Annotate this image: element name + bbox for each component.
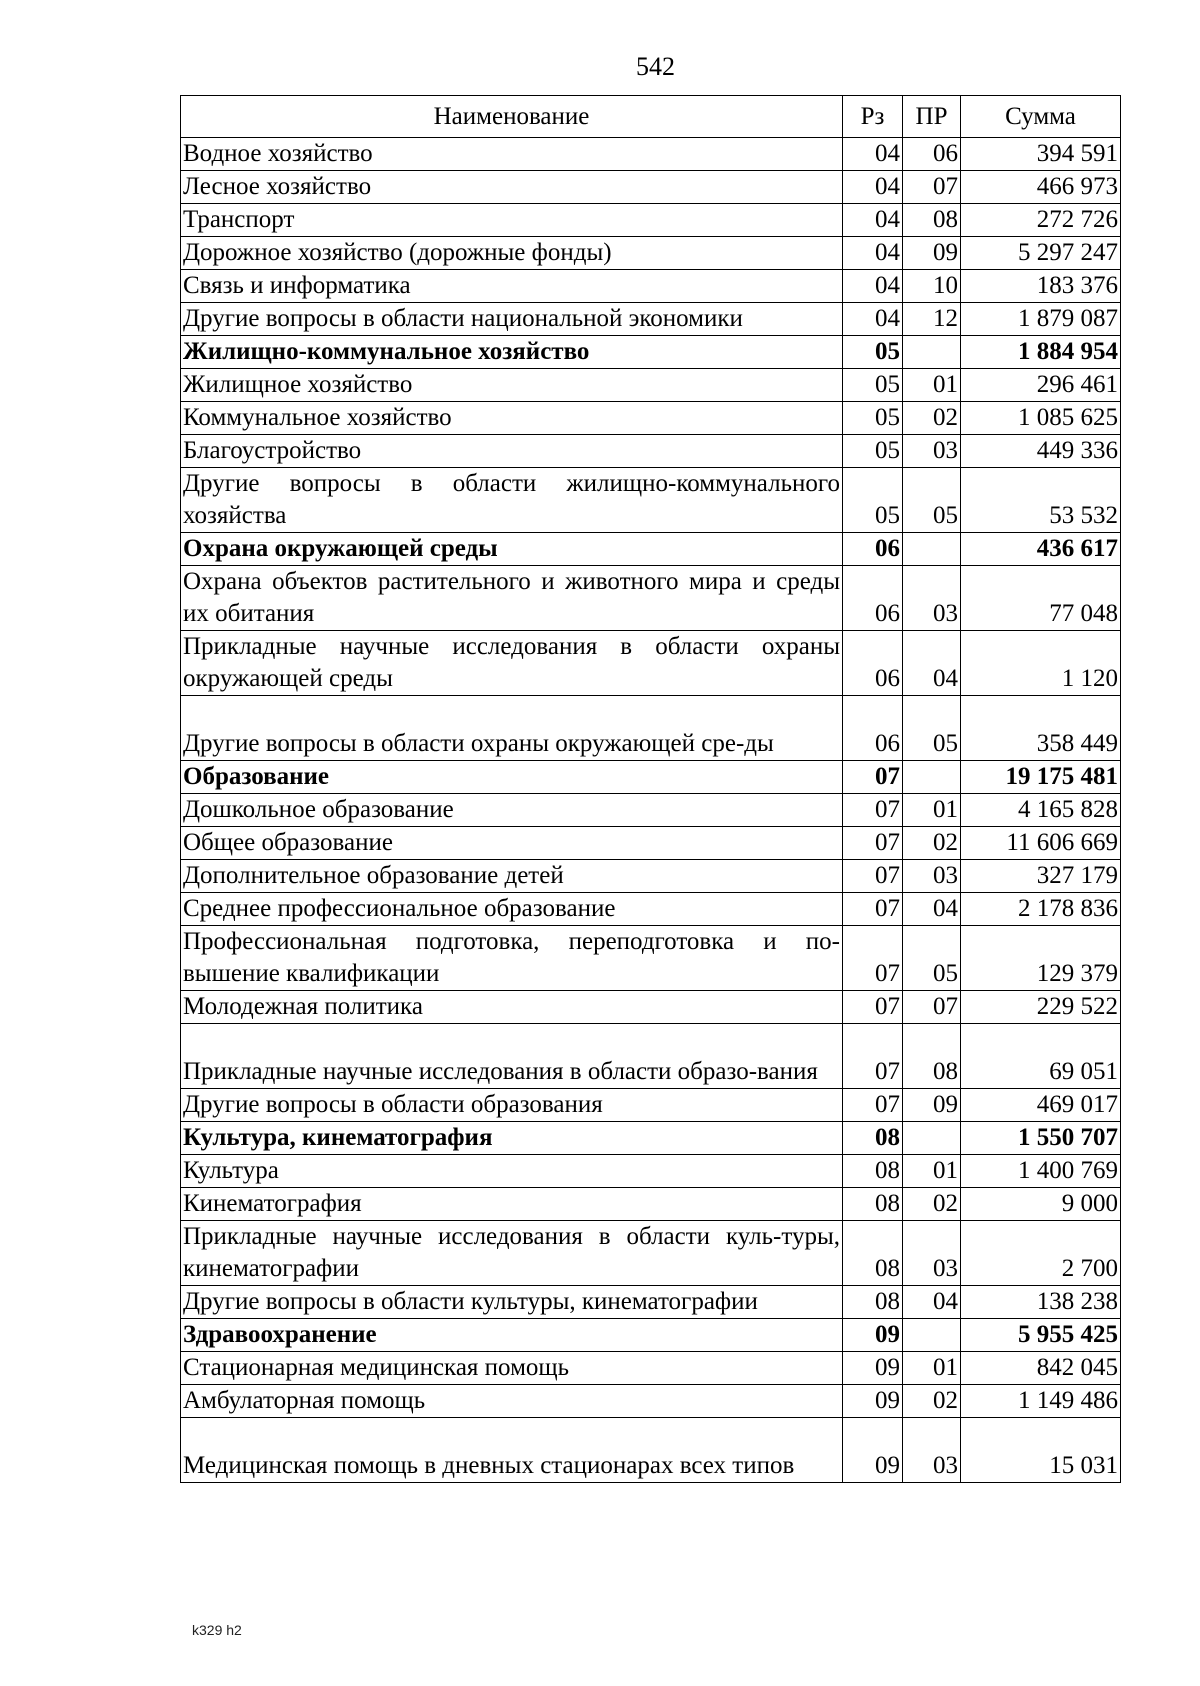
row-name: Охрана окружающей среды xyxy=(181,533,843,566)
row-sum: 1 884 954 xyxy=(961,336,1121,369)
table-row xyxy=(181,631,1121,696)
row-sum: 394 591 xyxy=(961,138,1121,171)
row-pr: 02 xyxy=(903,1385,961,1418)
table-row xyxy=(181,402,1121,435)
row-name: Водное хозяйство xyxy=(181,138,843,171)
row-name: Дошкольное образование xyxy=(181,794,843,827)
table-row xyxy=(181,138,1121,171)
row-name: Охрана объектов растительного и животного мира и среды их обитания xyxy=(181,566,843,631)
row-name: Связь и информатика xyxy=(181,270,843,303)
row-rz: 07 xyxy=(843,860,903,893)
row-sum: 272 726 xyxy=(961,204,1121,237)
row-pr xyxy=(903,1319,961,1352)
row-pr: 02 xyxy=(903,827,961,860)
page-number: 542 xyxy=(636,52,675,81)
row-pr: 03 xyxy=(903,1418,961,1483)
row-rz: 04 xyxy=(843,237,903,270)
row-sum: 1 120 xyxy=(961,631,1121,696)
row-sum: 15 031 xyxy=(961,1418,1121,1483)
row-rz: 06 xyxy=(843,696,903,761)
table-header-row xyxy=(181,96,1121,138)
row-name: Прикладные научные исследования в области куль-туры, кинематографии xyxy=(181,1221,843,1286)
budget-table xyxy=(180,95,1121,1483)
row-name: Транспорт xyxy=(181,204,843,237)
row-rz: 07 xyxy=(843,893,903,926)
row-rz: 05 xyxy=(843,369,903,402)
row-pr: 04 xyxy=(903,893,961,926)
row-pr: 06 xyxy=(903,138,961,171)
row-pr xyxy=(903,761,961,794)
row-sum: 5 297 247 xyxy=(961,237,1121,270)
row-pr: 10 xyxy=(903,270,961,303)
table-row xyxy=(181,1418,1121,1483)
row-pr: 09 xyxy=(903,1089,961,1122)
table-row xyxy=(181,893,1121,926)
row-sum: 69 051 xyxy=(961,1024,1121,1089)
row-rz: 09 xyxy=(843,1319,903,1352)
table-row xyxy=(181,1385,1121,1418)
row-name: Среднее профессиональное образование xyxy=(181,893,843,926)
table-row xyxy=(181,566,1121,631)
row-name: Кинематография xyxy=(181,1188,843,1221)
section-row xyxy=(181,1122,1121,1155)
row-rz: 07 xyxy=(843,794,903,827)
row-name: Другие вопросы в области охраны окружающей сре-ды xyxy=(181,696,843,761)
row-pr: 08 xyxy=(903,1024,961,1089)
row-pr: 05 xyxy=(903,926,961,991)
row-pr: 05 xyxy=(903,696,961,761)
row-sum: 1 550 707 xyxy=(961,1122,1121,1155)
row-name: Здравоохранение xyxy=(181,1319,843,1352)
row-pr: 07 xyxy=(903,171,961,204)
row-rz: 08 xyxy=(843,1286,903,1319)
row-rz: 04 xyxy=(843,138,903,171)
row-name: Профессиональная подготовка, переподготовка и по-вышение квалификации xyxy=(181,926,843,991)
row-rz: 09 xyxy=(843,1352,903,1385)
table-row xyxy=(181,435,1121,468)
table-row xyxy=(181,270,1121,303)
row-sum: 229 522 xyxy=(961,991,1121,1024)
row-sum: 138 238 xyxy=(961,1286,1121,1319)
row-sum: 449 336 xyxy=(961,435,1121,468)
section-row xyxy=(181,336,1121,369)
header-name: Наименование xyxy=(181,96,843,138)
row-sum: 4 165 828 xyxy=(961,794,1121,827)
row-pr: 05 xyxy=(903,468,961,533)
row-rz: 06 xyxy=(843,631,903,696)
row-sum: 842 045 xyxy=(961,1352,1121,1385)
table-row xyxy=(181,794,1121,827)
row-sum: 1 879 087 xyxy=(961,303,1121,336)
header-sum: Сумма xyxy=(961,96,1121,138)
row-sum: 436 617 xyxy=(961,533,1121,566)
row-rz: 04 xyxy=(843,270,903,303)
row-pr xyxy=(903,1122,961,1155)
row-name: Дополнительное образование детей xyxy=(181,860,843,893)
row-sum: 1 085 625 xyxy=(961,402,1121,435)
row-rz: 04 xyxy=(843,171,903,204)
row-rz: 07 xyxy=(843,1024,903,1089)
header-rz: Рз xyxy=(843,96,903,138)
row-rz: 07 xyxy=(843,926,903,991)
row-sum: 1 149 486 xyxy=(961,1385,1121,1418)
row-sum: 77 048 xyxy=(961,566,1121,631)
row-pr: 04 xyxy=(903,1286,961,1319)
row-name: Коммунальное хозяйство xyxy=(181,402,843,435)
table-row xyxy=(181,1352,1121,1385)
row-pr xyxy=(903,336,961,369)
table-row xyxy=(181,1024,1121,1089)
row-rz: 08 xyxy=(843,1122,903,1155)
row-name: Благоустройство xyxy=(181,435,843,468)
table-row xyxy=(181,303,1121,336)
footer-code: k329 h2 xyxy=(192,1622,242,1638)
row-name: Культура, кинематография xyxy=(181,1122,843,1155)
row-sum: 11 606 669 xyxy=(961,827,1121,860)
row-name: Другие вопросы в области образования xyxy=(181,1089,843,1122)
row-sum: 19 175 481 xyxy=(961,761,1121,794)
section-row xyxy=(181,1319,1121,1352)
row-name: Стационарная медицинская помощь xyxy=(181,1352,843,1385)
row-name: Другие вопросы в области жилищно-коммунального хозяйства xyxy=(181,468,843,533)
row-sum: 469 017 xyxy=(961,1089,1121,1122)
row-sum: 2 700 xyxy=(961,1221,1121,1286)
table-row xyxy=(181,1155,1121,1188)
row-name: Прикладные научные исследования в области охраны окружающей среды xyxy=(181,631,843,696)
row-rz: 05 xyxy=(843,402,903,435)
row-rz: 09 xyxy=(843,1385,903,1418)
row-pr: 01 xyxy=(903,794,961,827)
row-pr: 03 xyxy=(903,1221,961,1286)
row-pr: 08 xyxy=(903,204,961,237)
table-row xyxy=(181,696,1121,761)
row-sum: 2 178 836 xyxy=(961,893,1121,926)
row-name: Молодежная политика xyxy=(181,991,843,1024)
header-pr: ПР xyxy=(903,96,961,138)
row-pr: 03 xyxy=(903,435,961,468)
row-sum: 53 532 xyxy=(961,468,1121,533)
section-row xyxy=(181,533,1121,566)
table-row xyxy=(181,1188,1121,1221)
row-rz: 07 xyxy=(843,827,903,860)
row-name: Медицинская помощь в дневных стационарах всех типов xyxy=(181,1418,843,1483)
row-rz: 06 xyxy=(843,533,903,566)
row-rz: 08 xyxy=(843,1155,903,1188)
table-row xyxy=(181,171,1121,204)
table-row xyxy=(181,369,1121,402)
table-row xyxy=(181,860,1121,893)
row-pr: 02 xyxy=(903,402,961,435)
row-pr: 12 xyxy=(903,303,961,336)
row-name: Другие вопросы в области национальной экономики xyxy=(181,303,843,336)
row-pr: 03 xyxy=(903,566,961,631)
row-name: Образование xyxy=(181,761,843,794)
section-row xyxy=(181,761,1121,794)
table-row xyxy=(181,237,1121,270)
table-row xyxy=(181,1089,1121,1122)
row-name: Прикладные научные исследования в области образо-вания xyxy=(181,1024,843,1089)
row-rz: 05 xyxy=(843,468,903,533)
row-rz: 07 xyxy=(843,761,903,794)
row-pr: 09 xyxy=(903,237,961,270)
row-rz: 06 xyxy=(843,566,903,631)
row-pr: 01 xyxy=(903,1155,961,1188)
row-rz: 05 xyxy=(843,336,903,369)
row-pr: 03 xyxy=(903,860,961,893)
row-rz: 07 xyxy=(843,991,903,1024)
row-rz: 04 xyxy=(843,204,903,237)
table-row xyxy=(181,204,1121,237)
row-rz: 09 xyxy=(843,1418,903,1483)
table-row xyxy=(181,991,1121,1024)
row-rz: 07 xyxy=(843,1089,903,1122)
row-name: Лесное хозяйство xyxy=(181,171,843,204)
row-pr: 01 xyxy=(903,1352,961,1385)
table-row xyxy=(181,468,1121,533)
row-pr: 02 xyxy=(903,1188,961,1221)
row-name: Жилищное хозяйство xyxy=(181,369,843,402)
row-rz: 08 xyxy=(843,1188,903,1221)
row-name: Другие вопросы в области культуры, кинематографии xyxy=(181,1286,843,1319)
row-pr: 01 xyxy=(903,369,961,402)
row-rz: 08 xyxy=(843,1221,903,1286)
table-row xyxy=(181,926,1121,991)
table-row xyxy=(181,1286,1121,1319)
row-name: Культура xyxy=(181,1155,843,1188)
row-name: Амбулаторная помощь xyxy=(181,1385,843,1418)
row-name: Общее образование xyxy=(181,827,843,860)
row-sum: 183 376 xyxy=(961,270,1121,303)
table-row xyxy=(181,827,1121,860)
row-name: Дорожное хозяйство (дорожные фонды) xyxy=(181,237,843,270)
row-sum: 1 400 769 xyxy=(961,1155,1121,1188)
row-pr xyxy=(903,533,961,566)
row-rz: 04 xyxy=(843,303,903,336)
row-pr: 04 xyxy=(903,631,961,696)
row-sum: 5 955 425 xyxy=(961,1319,1121,1352)
row-sum: 129 379 xyxy=(961,926,1121,991)
row-sum: 327 179 xyxy=(961,860,1121,893)
row-name: Жилищно-коммунальное хозяйство xyxy=(181,336,843,369)
row-sum: 296 461 xyxy=(961,369,1121,402)
row-sum: 466 973 xyxy=(961,171,1121,204)
row-sum: 358 449 xyxy=(961,696,1121,761)
table-row xyxy=(181,1221,1121,1286)
row-sum: 9 000 xyxy=(961,1188,1121,1221)
row-pr: 07 xyxy=(903,991,961,1024)
row-rz: 05 xyxy=(843,435,903,468)
